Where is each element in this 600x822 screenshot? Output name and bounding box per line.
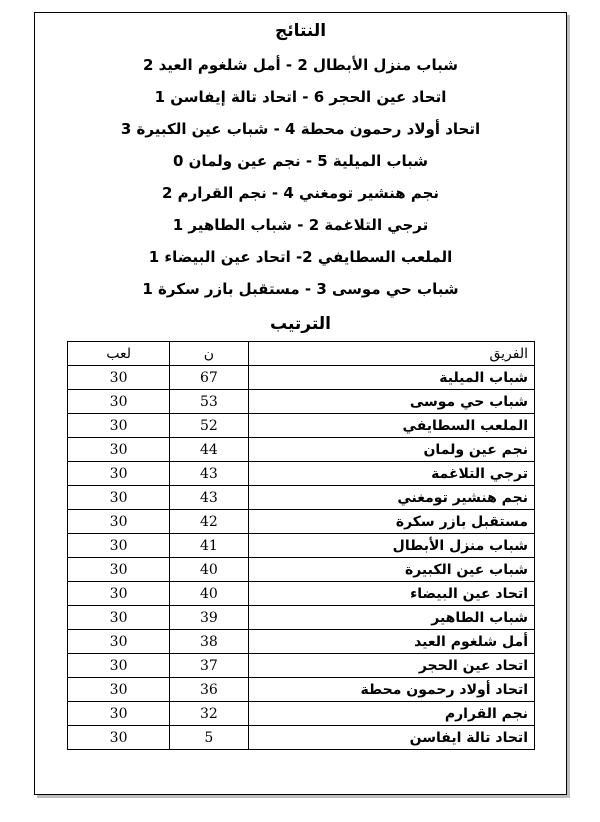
team-name: نجم هنشير تومغني [248,486,534,510]
team-name: ترجي التلاغمة [248,462,534,486]
team-points: 42 [170,510,248,534]
results-sheet [34,12,567,795]
table-row [68,366,535,390]
table-row [68,510,535,534]
header-team: الفريق [248,342,534,366]
team-points: 38 [170,630,248,654]
team-played: 30 [68,702,170,726]
team-points: 40 [170,558,248,582]
table-row [68,414,535,438]
team-points: 53 [170,390,248,414]
match-result: شباب حي موسى 3 - مستقبل بازر سكرة 1 [142,280,459,298]
team-name: شباب الميلية [248,366,534,390]
table-row [68,630,535,654]
match-result: اتحاد أولاد رحمون محطة 4 - شباب عين الكبيرة 3 [120,120,481,138]
match-result: شباب منزل الأبطال 2 - أمل شلغوم العيد 2 [142,56,458,74]
header-played: لعب [68,342,170,366]
team-played: 30 [68,654,170,678]
team-name: شباب الطاهير [248,606,534,630]
team-played: 30 [68,390,170,414]
table-row [68,678,535,702]
match-result: ترجي التلاغمة 2 - شباب الطاهير 1 [172,216,429,234]
team-points: 5 [170,726,248,750]
table-row [68,654,535,678]
team-points: 36 [170,678,248,702]
table-row [68,390,535,414]
team-name: شباب عين الكبيرة [248,558,534,582]
table-row [68,606,535,630]
team-name: شباب منزل الأبطال [248,534,534,558]
team-played: 30 [68,366,170,390]
team-points: 32 [170,702,248,726]
team-played: 30 [68,534,170,558]
table-row [68,558,535,582]
team-played: 30 [68,486,170,510]
team-name: أمل شلغوم العيد [248,630,534,654]
team-points: 67 [170,366,248,390]
team-points: 52 [170,414,248,438]
table-row [68,702,535,726]
team-played: 30 [68,462,170,486]
results-title: النتائج [274,21,327,41]
team-points: 44 [170,438,248,462]
team-name: نجم القرارم [248,702,534,726]
team-played: 30 [68,678,170,702]
table-row [68,438,535,462]
match-result: شباب الميلية 5 - نجم عين ولمان 0 [172,152,429,170]
team-points: 39 [170,606,248,630]
team-name: مستقبل بازر سكرة [248,510,534,534]
standings-title: الترتيب [269,314,332,334]
team-name: اتحاد تالة ايفاسن [248,726,534,750]
table-row [68,486,535,510]
team-points: 43 [170,486,248,510]
table-row [68,582,535,606]
standings-header-row [68,342,535,366]
team-points: 43 [170,462,248,486]
team-played: 30 [68,606,170,630]
header-points: ن [170,342,248,366]
match-result: اتحاد عين الحجر 6 - اتحاد تالة إيفاسن 1 [154,88,447,106]
match-result: الملعب السطايفي 2- اتحاد عين البيضاء 1 [148,248,453,266]
team-name: الملعب السطايفي [248,414,534,438]
team-played: 30 [68,414,170,438]
team-points: 37 [170,654,248,678]
team-name: نجم عين ولمان [248,438,534,462]
team-points: 41 [170,534,248,558]
team-played: 30 [68,582,170,606]
table-row [68,726,535,750]
team-name: اتحاد أولاد رحمون محطة [248,678,534,702]
table-row [68,534,535,558]
team-name: اتحاد عين البيضاء [248,582,534,606]
team-name: اتحاد عين الحجر [248,654,534,678]
team-played: 30 [68,726,170,750]
standings-table [67,341,535,750]
table-row [68,462,535,486]
team-played: 30 [68,510,170,534]
team-points: 40 [170,582,248,606]
team-played: 30 [68,630,170,654]
team-played: 30 [68,558,170,582]
team-name: شباب حي موسى [248,390,534,414]
team-played: 30 [68,438,170,462]
match-result: نجم هنشير تومغني 4 - نجم القرارم 2 [161,184,440,202]
